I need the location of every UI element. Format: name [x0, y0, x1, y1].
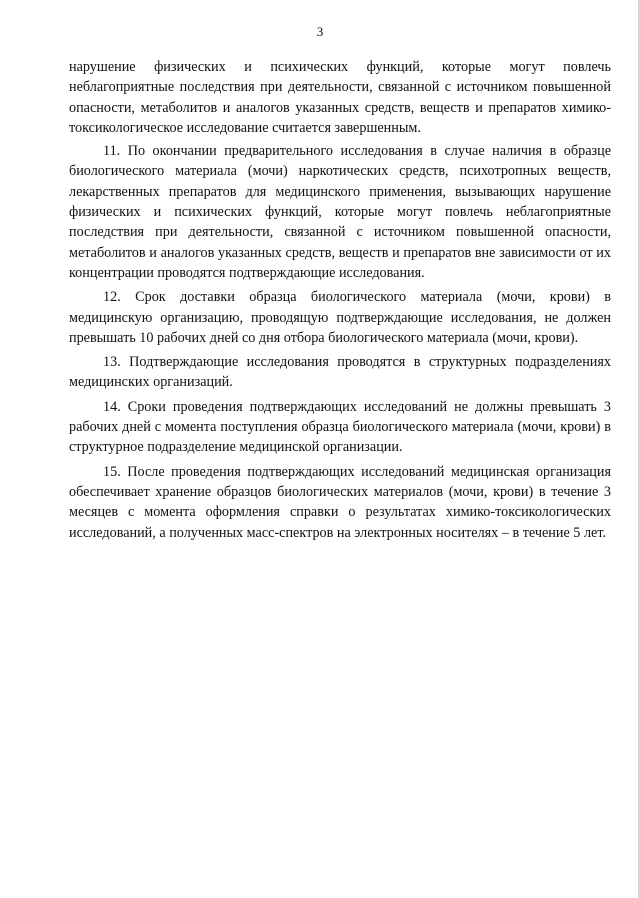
document-body	[69, 57, 611, 547]
paragraph-item-15: 15. После проведения подтверждающих исследований медицинская организация обеспечивает хранение образцов биологических материалов (мочи, крови) в течение 3 месяцев с момента оформления справки о результатах химико-токсикологических исследований, а полученных масс-спектров на электронных носителях – в течение 5 лет.	[69, 463, 611, 541]
paragraph-item-11: 11. По окончании предварительного исследования в случае наличия в образце биологического материала (мочи) наркотических средств, психотропных веществ, лекарственных препаратов для медицинского применения, вызывающих нарушение физических и психических функций, которые могут повлечь неблагоприятные последствия при деятельности, связанной с источником повышенной опасности, метаболитов и аналогов указанных средств, веществ и препаратов вне зависимости от их концентрации проводятся подтверждающие исследования.	[69, 143, 611, 281]
paragraph-item-13: 13. Подтверждающие исследования проводятся в структурных подразделениях медицинских организаций.	[69, 354, 611, 391]
page-number: 3	[316, 24, 324, 39]
paragraph-continuation: нарушение физических и психических функций, которые могут повлечь неблагоприятные последствия при деятельности, связанной с источником повышенной опасности, метаболитов и аналогов указанных средств, веществ и препаратов химико-токсикологическое исследование считается завершенным.	[69, 59, 611, 136]
paragraph-item-14: 14. Сроки проведения подтверждающих исследований не должны превышать 3 рабочих дней с момента поступления образца биологического материала (мочи, крови) в структурное подразделение медицинской организации.	[69, 398, 611, 456]
paragraph-item-12: 12. Срок доставки образца биологического материала (мочи, крови) в медицинскую организацию, проводящую подтверждающие исследования, не должен превышать 10 рабочих дней со дня отбора биологического материала (мочи, крови).	[69, 289, 611, 346]
